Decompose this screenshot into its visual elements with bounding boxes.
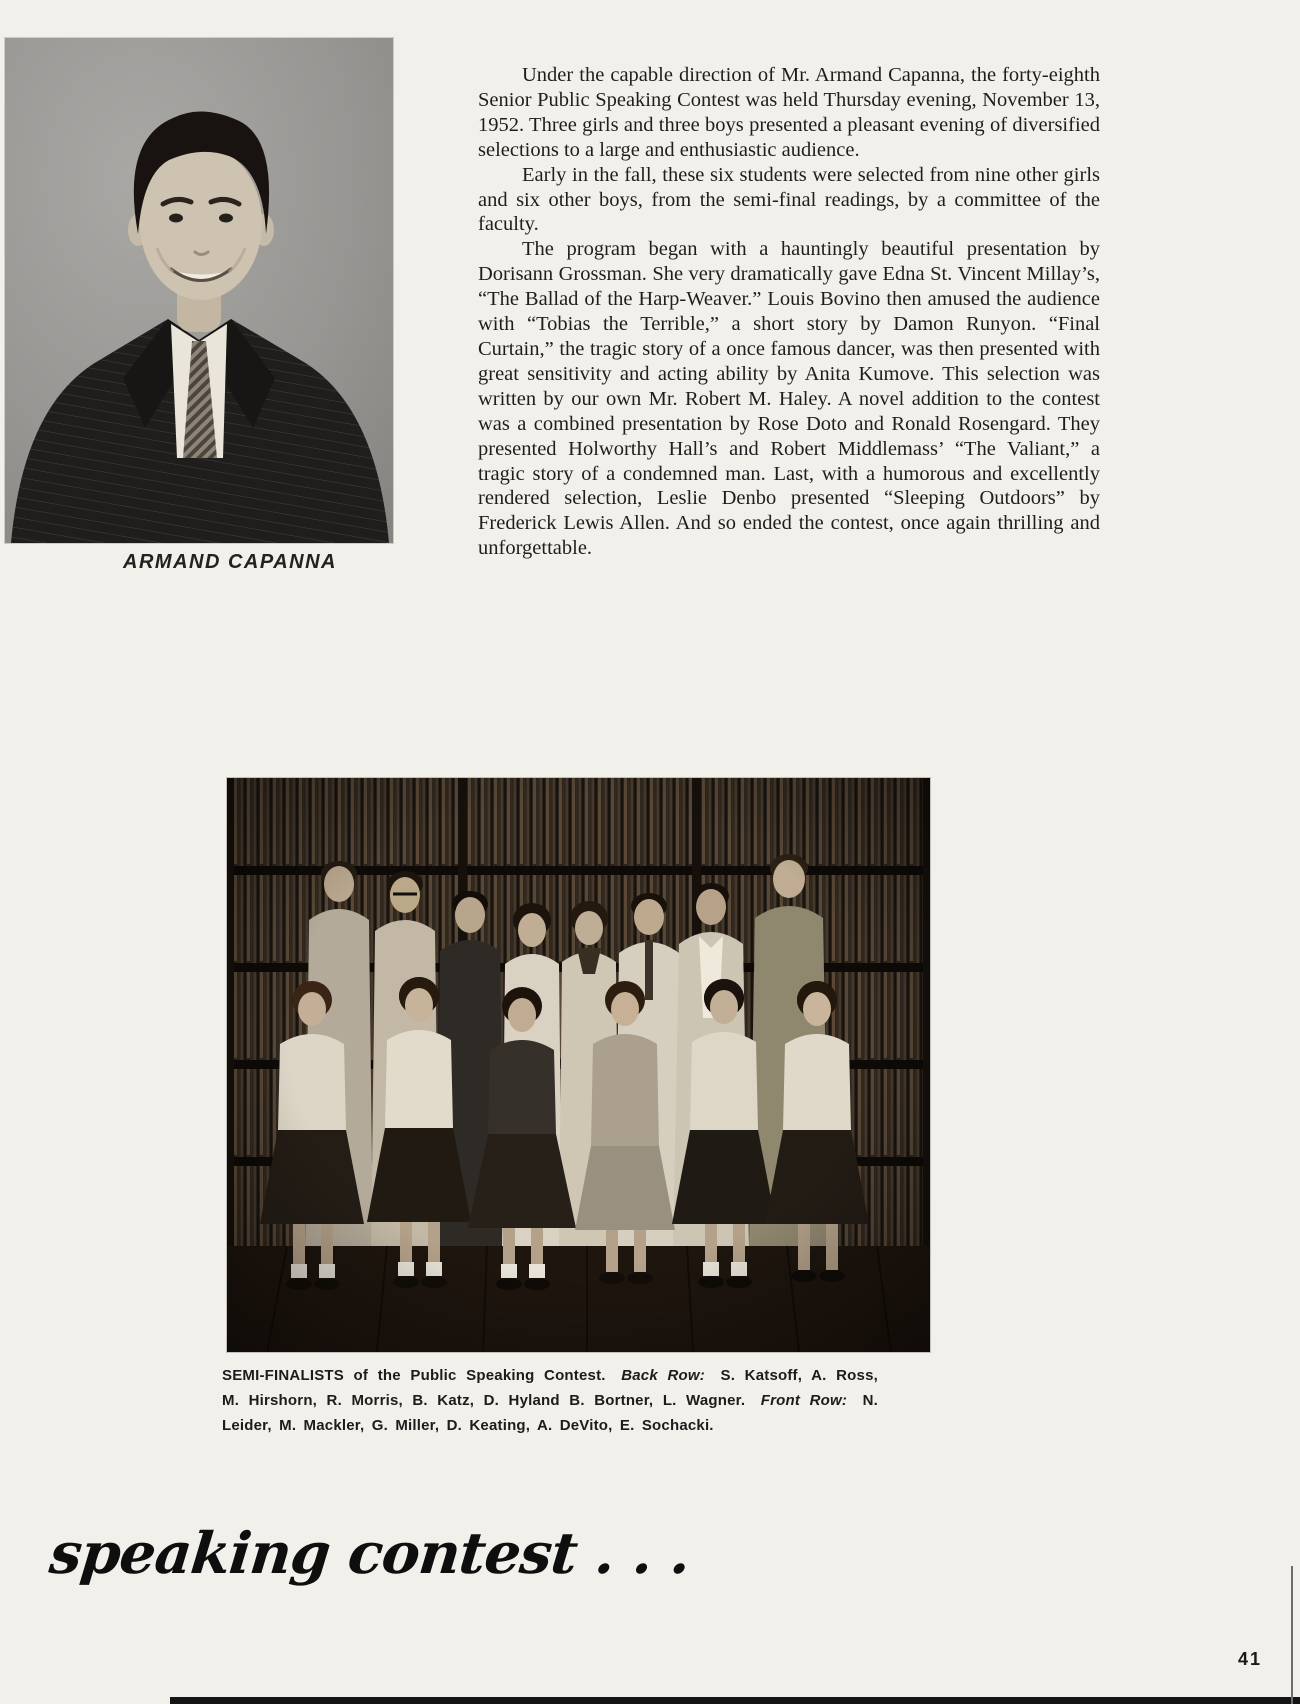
article-paragraph-3: The program began with a hauntingly beautiful presentation by Dorisann Grossman. She very dramatically gave Edna St. Vincent Millay’s, “The Ballad of the Harp-Weaver.” Louis Bovino then amused the audience with “Tobias the Terrible,” a short story by Damon Runyon. “Final Curtain,” the tragic story of a once famous dancer, was then presented with great sensitivity and acting ability by Anita Kumove. This selection was written by our own Mr. Robert M. Haley. A novel addition to the contest was a combined presentation by Rose Doto and Ronald Rosengard. They presented Holworthy Hall’s and Robert Middlemass’ “The Valiant,” a tragic story of a condemned man. Last, with a humorous and excellently rendered selection, Leslie Denbo presented “Sleeping Outdoors” by Frederick Lewis Allen. And so ended the contest, once again thrilling and unforgettable. <box>478 238 1100 560</box>
caption-lead: SEMI-FINALISTS of the Public Speaking Contest. <box>222 1367 606 1384</box>
section-title: speaking contest . . . <box>46 1520 694 1587</box>
article-paragraph-2: Early in the fall, these six students were selected from nine other girls and six other boys, from the semi-final readings, by a committee of the faculty. <box>478 163 1100 236</box>
article-text <box>478 63 1100 561</box>
caption-front-row-label: Front Row: <box>760 1392 848 1409</box>
page-number: 41 <box>1238 1649 1263 1669</box>
caption-back-row-names: S. Katsoff, A. Ross, M. Hirshorn, R. Morris, B. Katz, D. Hyland B. Bortner, L. Wagner. <box>222 1367 878 1409</box>
caption-back-row-label: Back Row: <box>621 1367 705 1384</box>
portrait-photo <box>5 38 393 543</box>
portrait-illustration <box>5 38 393 543</box>
scan-edge-right <box>1291 1566 1293 1704</box>
portrait-caption: ARMAND CAPANNA <box>123 551 337 573</box>
group-photo-caption <box>222 1363 878 1438</box>
caption-front-row-names: N. Leider, M. Mackler, G. Miller, D. Keating, A. DeVito, E. Sochacki. <box>222 1392 878 1434</box>
group-photo-illustration <box>227 778 930 1352</box>
scan-edge-bottom <box>170 1697 1300 1704</box>
article-paragraph-1: Under the capable direction of Mr. Armand Capanna, the forty-eighth Senior Public Speaking Contest was held Thursday evening, November 13, 1952. Three girls and three boys presented a pleasant evening of diversified selections to a large and enthusiastic audience. <box>478 64 1100 161</box>
group-photo <box>227 778 930 1352</box>
